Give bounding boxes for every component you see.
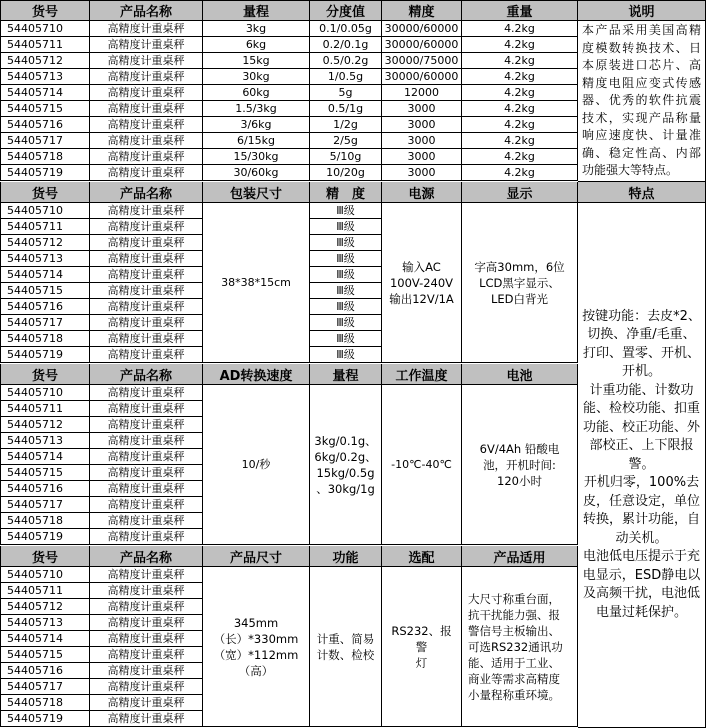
table4-cell: 高精度计重桌秤 (90, 583, 203, 599)
text-line: 按键功能：去皮*2、切换、净重/毛重、打印、置零、开机、开机。 (582, 308, 701, 380)
table3-header-2: AD转换速度 (203, 364, 310, 385)
table1-cell: 30000/60000 (382, 69, 462, 85)
text-line: 商业等需求高精度 (468, 671, 560, 686)
table1-cell: 30/60kg (203, 165, 310, 181)
table1-cell: 54405710 (0, 21, 90, 37)
text-line: （宽）*112mm (213, 647, 299, 662)
table1-cell: 1/2g (310, 117, 382, 133)
table4-cell: 高精度计重桌秤 (90, 647, 203, 663)
table1-cell: 15kg (203, 53, 310, 69)
text-line: 字高30mm，6位 (474, 259, 565, 274)
table1-cell: 高精度计重桌秤 (90, 53, 203, 69)
table4-cell: 高精度计重桌秤 (90, 711, 203, 727)
table2-header-4: 电源 (382, 182, 462, 203)
table1-cell: 1.5/3kg (203, 101, 310, 117)
table2-cell: 54405711 (0, 219, 90, 235)
table4-cell: 高精度计重桌秤 (90, 615, 203, 631)
table3-cell: 高精度计重桌秤 (90, 401, 203, 417)
table1-cell: 54405711 (0, 37, 90, 53)
table3-header-5: 电池 (462, 364, 578, 385)
table4-cell: 54405714 (0, 631, 90, 647)
table1-cell: 高精度计重桌秤 (90, 101, 203, 117)
table3-cell: 54405717 (0, 497, 90, 513)
table2-cell: 54405718 (0, 331, 90, 347)
table1-header-5: 重量 (462, 0, 578, 21)
table2-header-5: 显示 (462, 182, 578, 203)
table1-header-1: 产品名称 (90, 0, 203, 21)
table1-cell: 3000 (382, 165, 462, 181)
table2-cell: Ⅲ级 (310, 235, 382, 251)
table1-cell: 高精度计重桌秤 (90, 165, 203, 181)
table1-cell: 60kg (203, 85, 310, 101)
battery-spec (462, 385, 578, 545)
table2-header-2: 包装尺寸 (203, 182, 310, 203)
table2-cell: Ⅲ级 (310, 251, 382, 267)
table1-cell: 4.2kg (462, 53, 578, 69)
table1-cell: 30000/75000 (382, 53, 462, 69)
text-line: RS232、报警 (391, 623, 452, 654)
text-line: 100V-240V (389, 275, 454, 290)
table2-cell: 54405719 (0, 347, 90, 363)
table1-cell: 54405716 (0, 117, 90, 133)
table4-cell: 54405716 (0, 663, 90, 679)
text-line: 小量程称重环境。 (468, 687, 560, 702)
table1-cell: 4.2kg (462, 117, 578, 133)
text-line: （长）*330mm (213, 631, 299, 646)
table1-cell: 4.2kg (462, 69, 578, 85)
table1-cell: 4.2kg (462, 37, 578, 53)
text-line: 15kg/0.5g (316, 465, 375, 480)
table1-cell: 高精度计重桌秤 (90, 85, 203, 101)
table3-cell: 高精度计重桌秤 (90, 385, 203, 401)
table4-cell: 高精度计重桌秤 (90, 663, 203, 679)
table3-cell: 高精度计重桌秤 (90, 513, 203, 529)
product-size (203, 567, 310, 727)
table3-cell: 54405713 (0, 433, 90, 449)
table1-cell: 4.2kg (462, 85, 578, 101)
text-line: 警信号主板输出、 (468, 623, 560, 638)
table2-cell: Ⅲ级 (310, 299, 382, 315)
options-spec (382, 567, 462, 727)
table2-cell: 高精度计重桌秤 (90, 315, 203, 331)
table1-cell: 4.2kg (462, 149, 578, 165)
table1-cell: 54405714 (0, 85, 90, 101)
table3-cell: 高精度计重桌秤 (90, 497, 203, 513)
table1-cell: 高精度计重桌秤 (90, 37, 203, 53)
table2-header-0: 货号 (0, 182, 90, 203)
table1-header-0: 货号 (0, 0, 90, 21)
table1-cell: 3000 (382, 133, 462, 149)
table3-cell: 高精度计重桌秤 (90, 433, 203, 449)
table2-cell: 54405712 (0, 235, 90, 251)
table1-header-4: 精度 (382, 0, 462, 21)
table3-cell: 54405715 (0, 465, 90, 481)
text-line: 6V/4Ah 铅酸电 (479, 441, 560, 456)
table4-cell: 54405711 (0, 583, 90, 599)
table2-cell: Ⅲ级 (310, 283, 382, 299)
table1-cell: 5/10g (310, 149, 382, 165)
text-line: 输入AC (402, 259, 441, 274)
table1-cell: 高精度计重桌秤 (90, 117, 203, 133)
table1-cell: 1/0.5g (310, 69, 382, 85)
text-line: 计数、检校 (316, 647, 375, 662)
table3-cell: 54405714 (0, 449, 90, 465)
table3-cell: 54405710 (0, 385, 90, 401)
table4-cell: 高精度计重桌秤 (90, 679, 203, 695)
table1-cell: 0.5/0.2g (310, 53, 382, 69)
table3-header-0: 货号 (0, 364, 90, 385)
table1-cell: 30000/60000 (382, 37, 462, 53)
table4-cell: 54405713 (0, 615, 90, 631)
table1-cell: 6/15kg (203, 133, 310, 149)
table1-cell: 3kg (203, 21, 310, 37)
table4-header-5: 产品适用 (462, 546, 578, 567)
table1-cell: 6kg (203, 37, 310, 53)
text-line: 345mm (233, 615, 279, 630)
table2-cell: 54405714 (0, 267, 90, 283)
table3-header-1: 产品名称 (90, 364, 203, 385)
text-line: 池，开机时间: (483, 457, 556, 472)
table3-cell: 54405712 (0, 417, 90, 433)
table4-cell: 54405719 (0, 711, 90, 727)
table1-cell: 30000/60000 (382, 21, 462, 37)
text-line: （高） (238, 663, 274, 678)
table3-cell: 高精度计重桌秤 (90, 449, 203, 465)
text-line: 6kg/0.2g、 (314, 449, 377, 464)
table2-cell: Ⅲ级 (310, 267, 382, 283)
table4-cell: 54405712 (0, 599, 90, 615)
table1-cell: 3000 (382, 149, 462, 165)
table4-cell: 54405715 (0, 647, 90, 663)
table2-cell: Ⅲ级 (310, 331, 382, 347)
text-line: 计重功能、计数功能、检校功能、扣重功能、校正功能、外部校正、上下限报警。 (582, 382, 700, 472)
table1-cell: 高精度计重桌秤 (90, 149, 203, 165)
table4-cell: 高精度计重桌秤 (90, 599, 203, 615)
table2-cell: 高精度计重桌秤 (90, 331, 203, 347)
table2-cell: Ⅲ级 (310, 219, 382, 235)
description-text: 本产品采用美国高精度模数转换技术、日本原装进口芯片、高精度电阻应变式传感器、优秀的软件抗震技术，实现产品称量响应速度快、计量准确、稳定性高、内部功能强大等特点。 (578, 21, 706, 182)
package-size: 38*38*15cm (203, 203, 310, 363)
table1-cell: 54405712 (0, 53, 90, 69)
text-line: 3kg/0.1g、 (314, 433, 377, 448)
table2-cell: 高精度计重桌秤 (90, 267, 203, 283)
table1-cell: 0.2/0.1g (310, 37, 382, 53)
table1-cell: 高精度计重桌秤 (90, 69, 203, 85)
table4-cell: 高精度计重桌秤 (90, 631, 203, 647)
table2-cell: 54405717 (0, 315, 90, 331)
table2-cell: 高精度计重桌秤 (90, 251, 203, 267)
work-temp: -10℃-40℃ (382, 385, 462, 545)
function-spec (310, 567, 382, 727)
table1-cell: 5g (310, 85, 382, 101)
text-line: 120小时 (497, 473, 542, 488)
ad-speed: 10/秒 (203, 385, 310, 545)
table1-cell: 15/30kg (203, 149, 310, 165)
table4-cell: 54405717 (0, 679, 90, 695)
table2-cell: Ⅲ级 (310, 315, 382, 331)
text-line: 能、适用于工业、 (468, 655, 560, 670)
table3-cell: 高精度计重桌秤 (90, 481, 203, 497)
table1-cell: 3000 (382, 117, 462, 133)
table1-cell: 高精度计重桌秤 (90, 21, 203, 37)
table1-header-2: 量程 (203, 0, 310, 21)
table1-cell: 54405713 (0, 69, 90, 85)
table2-cell: Ⅲ级 (310, 203, 382, 219)
table3-cell: 高精度计重桌秤 (90, 465, 203, 481)
table2-cell: 54405716 (0, 299, 90, 315)
table1-cell: 高精度计重桌秤 (90, 133, 203, 149)
description-header: 说明 (578, 0, 706, 21)
table1-cell: 3000 (382, 101, 462, 117)
table3-cell: 54405719 (0, 529, 90, 545)
table1-header-3: 分度值 (310, 0, 382, 21)
table1-cell: 0.1/0.05g (310, 21, 382, 37)
table2-cell: Ⅲ级 (310, 347, 382, 363)
table4-cell: 54405710 (0, 567, 90, 583)
table1-cell: 3/6kg (203, 117, 310, 133)
table3-cell: 高精度计重桌秤 (90, 529, 203, 545)
display-spec (462, 203, 578, 363)
table1-cell: 54405718 (0, 149, 90, 165)
table3-cell: 54405718 (0, 513, 90, 529)
power-spec (382, 203, 462, 363)
range-spec (310, 385, 382, 545)
table2-cell: 高精度计重桌秤 (90, 299, 203, 315)
application-spec (462, 567, 578, 727)
table4-header-1: 产品名称 (90, 546, 203, 567)
table3-header-3: 量程 (310, 364, 382, 385)
table1-cell: 10/20g (310, 165, 382, 181)
text-line: 计重、简易 (316, 631, 375, 646)
text-line: 电池低电压提示于充电显示，ESD静电以及高频干扰，电池低电量过耗保护。 (582, 549, 701, 620)
table3-cell: 高精度计重桌秤 (90, 417, 203, 433)
table2-cell: 高精度计重桌秤 (90, 219, 203, 235)
table1-cell: 12000 (382, 85, 462, 101)
table4-header-0: 货号 (0, 546, 90, 567)
table2-header-1: 产品名称 (90, 182, 203, 203)
table2-cell: 54405713 (0, 251, 90, 267)
table1-cell: 2/5g (310, 133, 382, 149)
table1-cell: 54405715 (0, 101, 90, 117)
table4-header-2: 产品尺寸 (203, 546, 310, 567)
features-text (578, 203, 706, 728)
table4-header-3: 功能 (310, 546, 382, 567)
table4-cell: 高精度计重桌秤 (90, 695, 203, 711)
table2-cell: 高精度计重桌秤 (90, 347, 203, 363)
table3-cell: 54405711 (0, 401, 90, 417)
table2-cell: 54405710 (0, 203, 90, 219)
table1-cell: 4.2kg (462, 21, 578, 37)
table1-cell: 4.2kg (462, 165, 578, 181)
features-header: 特点 (578, 182, 706, 203)
table1-cell: 4.2kg (462, 133, 578, 149)
table2-cell: 高精度计重桌秤 (90, 235, 203, 251)
text-line: LED白背光 (490, 291, 549, 306)
table1-cell: 4.2kg (462, 101, 578, 117)
table4-cell: 54405718 (0, 695, 90, 711)
table2-cell: 高精度计重桌秤 (90, 203, 203, 219)
table4-cell: 高精度计重桌秤 (90, 567, 203, 583)
text-line: LCD黑字显示、 (479, 275, 560, 290)
text-line: 灯 (415, 655, 428, 670)
text-line: 抗干扰能力强、报 (468, 607, 560, 622)
text-line: 开机归零，100%去皮，任意设定，单位转换，累计功能，自动关机。 (582, 475, 700, 546)
table3-header-4: 工作温度 (382, 364, 462, 385)
table2-header-3: 精 度 (310, 182, 382, 203)
table1-cell: 0.5/1g (310, 101, 382, 117)
text-line: 、30kg/1g (316, 481, 375, 496)
table2-cell: 高精度计重桌秤 (90, 283, 203, 299)
text-line: 大尺寸称重台面， (468, 591, 560, 606)
table4-header-4: 选配 (382, 546, 462, 567)
table1-cell: 30kg (203, 69, 310, 85)
table1-cell: 54405717 (0, 133, 90, 149)
table1-cell: 54405719 (0, 165, 90, 181)
table2-cell: 54405715 (0, 283, 90, 299)
table3-cell: 54405716 (0, 481, 90, 497)
text-line: 输出12V/1A (389, 291, 454, 306)
text-line: 可选RS232通讯功 (468, 639, 563, 654)
